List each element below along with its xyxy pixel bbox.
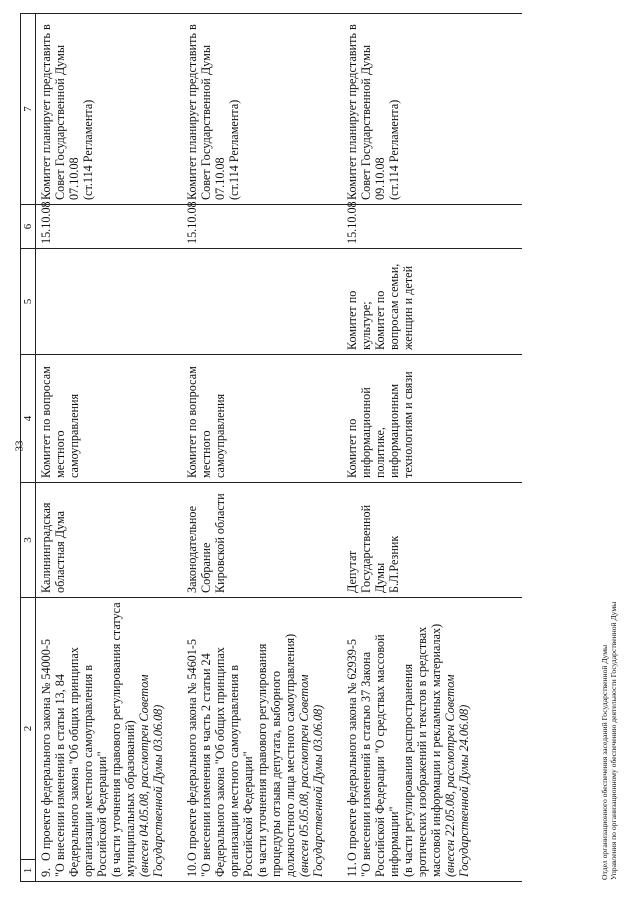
bill-note: (внесен 22.05.08, рассмотрен Советом Государственной Думы 24.06.08) [442, 674, 471, 877]
table-row [36, 14, 182, 882]
bill-title: О проекте федерального закона № 54601-5 [184, 638, 199, 861]
responsible-committee: Комитет по вопросам местного самоуправления [36, 355, 182, 483]
plan: Комитет планирует представить в Совет Государственной Думы 07.10.08 (ст.114 Регламента) [182, 14, 342, 205]
co-committee [182, 249, 342, 355]
bill-description [36, 598, 182, 882]
column-header-5: 5 [21, 249, 36, 355]
bill-description [342, 598, 522, 882]
column-header-3: 3 [21, 483, 36, 598]
footer-line-1: Отдел организационного обеспечения заседаний Государственной Думы [600, 644, 609, 880]
header-row [21, 14, 36, 882]
bill-author: Депутат Государственной Думы Б.Л.Резник [342, 483, 522, 598]
bill-author: Законодательное Собрание Кировской области [182, 483, 342, 598]
legislation-table [20, 13, 522, 882]
date: 15.10.08 [36, 205, 182, 249]
co-committee [36, 249, 182, 355]
bill-body: "О внесении изменений в статьи 13, 84 Федерального закона "Об общих принципах организации местного самоуправления в Российской Федерации" (в части уточнения правового регулирования статуса муниципальных образований) [53, 602, 137, 877]
row-number: 11. [344, 862, 359, 877]
responsible-committee: Комитет по информационной политике, информационным технологиям и связи [342, 355, 522, 483]
column-header-7: 7 [21, 14, 36, 205]
column-header-4: 4 [21, 355, 36, 483]
footer [600, 602, 618, 880]
date: 15.10.08 [342, 205, 522, 249]
co-committee: Комитет по культуре; Комитет по вопросам семьи, женщин и детей [342, 249, 522, 355]
bill-note: (внесен 04.05.08, рассмотрен Советом Государственной Думы 03.06.08) [137, 674, 165, 877]
bill-description [182, 598, 342, 882]
footer-line-2: Управления по организационному обеспечению деятельности Государственной Думы [609, 601, 618, 880]
responsible-committee: Комитет по вопросам местного самоуправления [182, 355, 342, 483]
row-number: 9. [39, 867, 53, 877]
bill-note: (внесен 05.05.08, рассмотрен Советом Государственной Думы 03.06.08) [296, 674, 325, 877]
table-row [182, 14, 342, 882]
bill-title: О проекте федерального закона № 62939-5 [344, 638, 359, 861]
plan: Комитет планирует представить в Совет Государственной Думы 07.10.08 (ст.114 Регламента) [36, 14, 182, 205]
column-header-1: 1 [21, 860, 36, 882]
table-row [342, 14, 522, 882]
column-header-6: 6 [21, 205, 36, 249]
column-header-2: 2 [21, 598, 36, 860]
row-number: 10. [184, 861, 199, 877]
date: 15.10.08 [182, 205, 342, 249]
bill-body: "О внесении изменений в статью 37 Закона Российской Федерации "О средствах массовой информации" (в части регулирования распространения эротических изображений и текстов в средствах массовой информации и рекламных материалах) [358, 623, 443, 877]
bill-author: Калининградская областная Дума [36, 483, 182, 598]
bill-title: О проекте федерального закона № 54000-5 [39, 638, 53, 861]
page-number: 33 [13, 440, 26, 452]
plan: Комитет планирует представить в Совет Государственной Думы 09.10.08 (ст.114 Регламента) [342, 14, 522, 205]
bill-body: "О внесении изменения в часть 2 статьи 24 Федерального закона "Об общих принципах организации местного самоуправления в Российской Федерации" (в части уточнения правового регулирования процедуры отзыва депутата, выборного должностного лица местного самоуправления) [198, 633, 297, 877]
